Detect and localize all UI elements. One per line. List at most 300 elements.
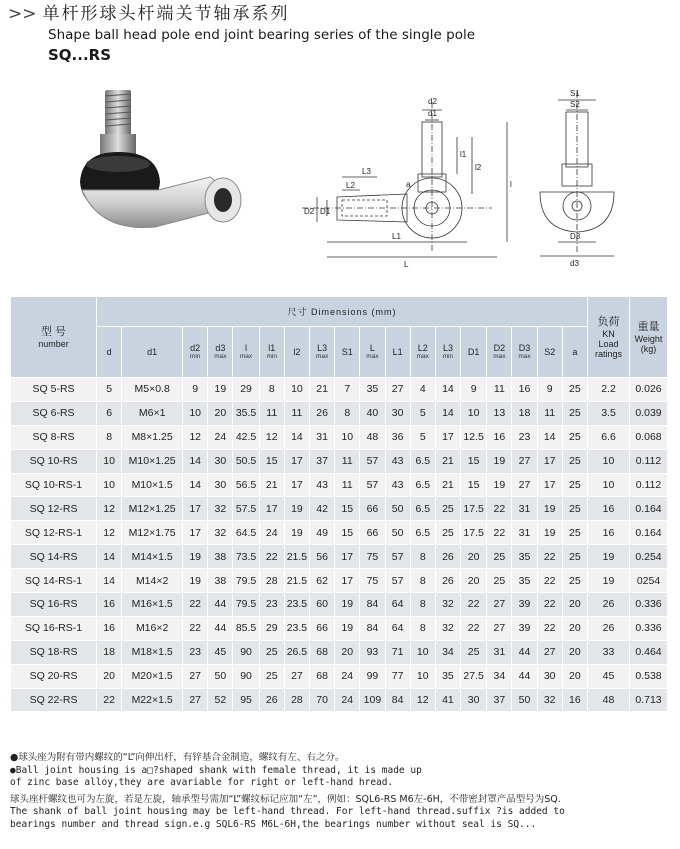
table-cell: 23 [512,425,537,449]
table-cell: 50 [385,521,410,545]
table-cell: 6.5 [410,497,435,521]
table-cell: M22×1.5 [122,688,183,712]
label-D3: D3 [570,232,581,241]
table-cell: 17 [183,521,208,545]
notes [10,752,674,831]
table-cell: 17.5 [461,497,487,521]
table-cell: 19 [183,569,208,593]
table-cell: 22 [487,497,512,521]
table-cell: 0254 [629,569,667,593]
table-cell: 57 [360,449,385,473]
column-header: a [562,327,587,378]
table-cell: 17 [284,473,309,497]
table-cell: 17 [537,473,562,497]
table-cell: 50 [208,664,233,688]
table-cell: M12×1.25 [122,497,183,521]
note-line-3: of zinc base alloy,they are avariable for right or left-hand hread. [10,777,394,788]
label-S1: S1 [570,89,580,98]
table-cell: 64.5 [233,521,259,545]
column-header: L3 min [435,327,460,378]
table-cell: M14×2 [122,569,183,593]
page-title-cn: >> 单杆形球头杆端关节轴承系列 [8,4,290,24]
table-row [11,640,668,664]
table-cell: 30 [208,449,233,473]
table-cell: 20 [208,401,233,425]
table-cell: 17 [335,569,360,593]
table-cell: 0.068 [629,425,667,449]
table-cell: 31 [512,521,537,545]
table-cell: 20 [461,545,487,569]
table-cell: 64 [385,616,410,640]
model-cell: SQ 5-RS [11,378,97,402]
table-cell: 25 [435,521,460,545]
table-cell: 31 [512,497,537,521]
table-row [11,545,668,569]
table-cell: 71 [385,640,410,664]
table-cell: 66 [360,521,385,545]
table-cell: 90 [233,640,259,664]
table-cell: 20 [562,664,587,688]
table-row [11,616,668,640]
table-cell: 12 [97,497,122,521]
table-cell: 25 [259,664,284,688]
table-cell: 6 [97,401,122,425]
label-S2: S2 [570,100,580,109]
note-line-4: 球头座杆螺纹也可为左旋，若是左旋，轴承型号需加“L”螺纹标记应加“左”，例如：SQL6-RS M6左-6H，不带密封罩产品型号为SQ. [10,793,561,805]
table-row [11,473,668,497]
table-cell: 25 [562,449,587,473]
model-cell: SQ 14-RS [11,545,97,569]
model-cell: SQ 20-RS [11,664,97,688]
table-cell: 27 [512,473,537,497]
table-cell: 14 [284,425,309,449]
table-cell: 17 [259,497,284,521]
table-cell: 25 [487,545,512,569]
table-cell: 30 [461,688,487,712]
table-cell: 34 [435,640,460,664]
table-cell: 6.5 [410,473,435,497]
table-cell: 44 [208,616,233,640]
table-cell: 23.5 [284,616,309,640]
table-cell: M5×0.8 [122,378,183,402]
table-cell: 37 [487,688,512,712]
column-header: S2 [537,327,562,378]
label-l2: l2 [475,163,482,172]
table-cell: 17 [537,449,562,473]
table-cell: 0.254 [629,545,667,569]
table-cell: 14 [97,545,122,569]
table-cell: 22 [461,593,487,617]
table-cell: 109 [360,688,385,712]
table-cell: 56 [310,545,335,569]
table-cell: 25 [487,569,512,593]
table-cell: 31 [487,640,512,664]
spec-table [10,296,668,712]
table-cell: 40 [360,401,385,425]
table-cell: 26 [259,688,284,712]
table-cell: 2.2 [588,378,630,402]
table-cell: 90 [233,664,259,688]
table-cell: 24 [208,425,233,449]
table-cell: 13 [487,401,512,425]
table-cell: 15 [335,521,360,545]
table-cell: 10 [410,640,435,664]
table-row [11,521,668,545]
column-header: d1 [122,327,183,378]
table-cell: 15 [259,449,284,473]
note-line-1: ●球头座为附有带内螺纹的“L”向伸出杆，有锌基合金制造，螺纹有左、右之分。 [10,752,345,763]
table-cell: 44 [512,664,537,688]
table-cell: 41 [435,688,460,712]
table-cell: 20 [562,593,587,617]
table-cell: 38 [208,545,233,569]
table-cell: 17 [284,449,309,473]
table-cell: 6.6 [588,425,630,449]
table-cell: 36 [385,425,410,449]
table-cell: 8 [410,569,435,593]
model-cell: SQ 12-RS-1 [11,521,97,545]
table-cell: 30 [385,401,410,425]
label-l: l [510,180,512,189]
table-cell: 79.5 [233,593,259,617]
table-cell: M16×2 [122,616,183,640]
table-cell: 32 [537,688,562,712]
table-cell: 11 [335,449,360,473]
table-cell: M16×1.5 [122,593,183,617]
table-cell: 24 [335,688,360,712]
table-cell: 62 [310,569,335,593]
table-cell: 66 [360,497,385,521]
table-cell: 26.5 [284,640,309,664]
table-cell: 16 [97,616,122,640]
table-cell: 50.5 [233,449,259,473]
table-cell: 35 [360,378,385,402]
label-d3: d3 [570,259,579,268]
table-cell: 16 [97,593,122,617]
table-cell: 20 [335,640,360,664]
table-cell: 15 [461,449,487,473]
table-cell: 12 [259,425,284,449]
table-cell: 44 [512,640,537,664]
technical-drawing-front [528,82,628,272]
table-cell: 28 [259,569,284,593]
table-cell: M18×1.5 [122,640,183,664]
table-cell: M14×1.5 [122,545,183,569]
table-cell: 22 [183,593,208,617]
table-cell: 27 [487,593,512,617]
technical-drawing-side [282,82,522,272]
table-cell: 64 [385,593,410,617]
note-line-5: The shank of ball joint housing may be left-hand thread. For left-hand thread.suffix ?is added to [10,806,565,817]
table-cell: 10 [183,401,208,425]
model-header: 型 号 number [11,297,97,378]
table-cell: 20 [562,616,587,640]
table-cell: 27 [385,378,410,402]
table-cell: 35 [512,569,537,593]
table-cell: 3.5 [588,401,630,425]
table-cell: 60 [310,593,335,617]
table-cell: M10×1.5 [122,473,183,497]
table-cell: 32 [435,616,460,640]
table-cell: 19 [487,449,512,473]
table-cell: 14 [183,473,208,497]
table-cell: 5 [97,378,122,402]
label-d1-top: d1 [428,109,437,118]
table-cell: 19 [183,545,208,569]
table-cell: 9 [461,378,487,402]
table-cell: 24 [335,664,360,688]
table-cell: 22 [537,616,562,640]
table-cell: 11 [537,401,562,425]
label-L3: L3 [362,167,371,176]
table-cell: 8 [259,378,284,402]
column-header: D3 max [512,327,537,378]
column-header: L2 max [410,327,435,378]
table-cell: 22 [97,688,122,712]
table-cell: 93 [360,640,385,664]
table-row [11,378,668,402]
table-cell: 22 [487,521,512,545]
table-cell: 17 [435,425,460,449]
table-cell: 85.5 [233,616,259,640]
table-cell: 32 [208,497,233,521]
table-cell: 99 [360,664,385,688]
table-cell: 19 [588,545,630,569]
table-cell: 10 [335,425,360,449]
table-cell: 25 [562,545,587,569]
header [8,2,672,66]
table-cell: 84 [385,688,410,712]
table-cell: 68 [310,664,335,688]
table-cell: 27 [537,640,562,664]
table-cell: 19 [588,569,630,593]
table-cell: 0.112 [629,449,667,473]
table-cell: 32 [208,521,233,545]
table-cell: 16 [588,521,630,545]
table-cell: 26 [310,401,335,425]
table-cell: 10 [97,473,122,497]
table-cell: 43 [310,473,335,497]
table-cell: 42 [310,497,335,521]
table-cell: 12 [183,425,208,449]
table-cell: 25 [562,497,587,521]
table-cell: 14 [435,401,460,425]
table-cell: 19 [335,616,360,640]
table-cell: 25 [259,640,284,664]
table-cell: 27.5 [461,664,487,688]
table-cell: 56.5 [233,473,259,497]
table-cell: 25 [562,401,587,425]
table-cell: 21 [310,378,335,402]
table-cell: 9 [537,378,562,402]
series-code: SQ...RS [48,46,112,64]
table-cell: 23 [183,640,208,664]
table-cell: 38 [208,569,233,593]
table-cell: 26 [588,593,630,617]
table-cell: 26 [435,545,460,569]
table-cell: 10 [410,664,435,688]
table-cell: 22 [537,593,562,617]
table-cell: 35.5 [233,401,259,425]
table-cell: 0.336 [629,593,667,617]
table-cell: 17 [335,545,360,569]
table-cell: 19 [537,497,562,521]
table-cell: 22 [461,616,487,640]
table-cell: M20×1.5 [122,664,183,688]
table-cell: 0.026 [629,378,667,402]
table-row [11,425,668,449]
table-cell: 17 [183,497,208,521]
table-cell: 30 [208,473,233,497]
table-cell: 31 [310,425,335,449]
table-cell: 10 [588,473,630,497]
table-cell: 15 [335,497,360,521]
table-cell: 45 [208,640,233,664]
table-cell: M6×1 [122,401,183,425]
model-cell: SQ 10-RS [11,449,97,473]
table-cell: 21.5 [284,545,309,569]
load-header: 负荷 KN Load ratings [588,297,630,378]
table-cell: 15 [461,473,487,497]
table-cell: 43 [385,473,410,497]
model-cell: SQ 16-RS [11,593,97,617]
table-cell: 14 [537,425,562,449]
table-cell: 27 [512,449,537,473]
column-header: l2 [284,327,309,378]
table-cell: 9 [183,378,208,402]
table-cell: 32 [435,593,460,617]
table-cell: 43 [385,449,410,473]
table-cell: 44 [208,593,233,617]
table-cell: 16 [588,497,630,521]
table-cell: 0.039 [629,401,667,425]
table-cell: 12 [410,688,435,712]
table-cell: 50 [385,497,410,521]
table-cell: 19 [284,497,309,521]
table-cell: 26 [588,616,630,640]
column-header: D2 max [487,327,512,378]
table-cell: 23 [259,593,284,617]
table-cell: 14 [183,449,208,473]
table-row [11,593,668,617]
table-cell: 33 [588,640,630,664]
table-cell: 14 [435,378,460,402]
table-cell: 21 [435,449,460,473]
table-cell: 11 [335,473,360,497]
label-d2: d2 [428,97,437,106]
table-cell: 6.5 [410,521,435,545]
table-cell: 11 [487,378,512,402]
table-cell: 52 [208,688,233,712]
column-header: d3 max [208,327,233,378]
table-cell: 73.5 [233,545,259,569]
table-cell: 28 [284,688,309,712]
table-cell: 29 [259,616,284,640]
model-cell: SQ 16-RS-1 [11,616,97,640]
table-cell: 0.164 [629,497,667,521]
table-cell: 84 [360,593,385,617]
table-cell: 48 [360,425,385,449]
model-cell: SQ 18-RS [11,640,97,664]
table-cell: 34 [487,664,512,688]
table-cell: 22 [537,569,562,593]
page-title-en: Shape ball head pole end joint bearing series of the single pole [48,27,476,43]
table-cell: M8×1.25 [122,425,183,449]
table-cell: 48 [588,688,630,712]
table-cell: 79.5 [233,569,259,593]
note-line-6: bearings number and thread sign.e.g SQL6-RS M6L-6H,the bearings number without seal is SQ... [10,818,537,830]
table-cell: 18 [512,401,537,425]
table-cell: 21 [259,473,284,497]
table-cell: 5 [410,425,435,449]
table-cell: 77 [385,664,410,688]
table-cell: 25 [562,378,587,402]
label-l1: l1 [460,150,467,159]
table-cell: 12.5 [461,425,487,449]
table-cell: 19 [208,378,233,402]
column-header: l1 min [259,327,284,378]
table-cell: 20 [97,664,122,688]
column-header: S1 [335,327,360,378]
table-cell: 25 [461,640,487,664]
table-cell: 66 [310,616,335,640]
table-cell: 19 [487,473,512,497]
model-cell: SQ 22-RS [11,688,97,712]
table-cell: 57.5 [233,497,259,521]
label-L: L [404,260,409,269]
table-cell: 21.5 [284,569,309,593]
table-cell: 23.5 [284,593,309,617]
table-cell: 42.5 [233,425,259,449]
table-cell: 0.713 [629,688,667,712]
table-cell: 0.112 [629,473,667,497]
table-cell: 35 [512,545,537,569]
table-cell: 37 [310,449,335,473]
table-cell: 19 [335,593,360,617]
table-cell: 5 [410,401,435,425]
table-cell: 35 [435,664,460,688]
table-cell: 39 [512,593,537,617]
table-cell: 4 [410,378,435,402]
table-row [11,497,668,521]
table-cell: 27 [183,688,208,712]
table-cell: 11 [259,401,284,425]
table-cell: 25 [435,497,460,521]
table-cell: 25 [562,569,587,593]
label-D2: D2 [304,207,315,216]
table-cell: 8 [97,425,122,449]
table-cell: 25 [562,473,587,497]
table-cell: 27 [183,664,208,688]
table-cell: 0.336 [629,616,667,640]
column-header: L3 max [310,327,335,378]
table-cell: 26 [435,569,460,593]
table-cell: 0.464 [629,640,667,664]
table-cell: 25 [562,521,587,545]
table-cell: 12 [97,521,122,545]
label-L2: L2 [346,181,355,190]
model-cell: SQ 14-RS-1 [11,569,97,593]
weight-header: 重量 Weight (kg) [629,297,667,378]
table-cell: 27 [284,664,309,688]
table-cell: 57 [360,473,385,497]
table-cell: 14 [97,569,122,593]
table-cell: 27 [487,616,512,640]
table-cell: 10 [284,378,309,402]
model-cell: SQ 12-RS [11,497,97,521]
table-row [11,569,668,593]
table-cell: 8 [410,593,435,617]
